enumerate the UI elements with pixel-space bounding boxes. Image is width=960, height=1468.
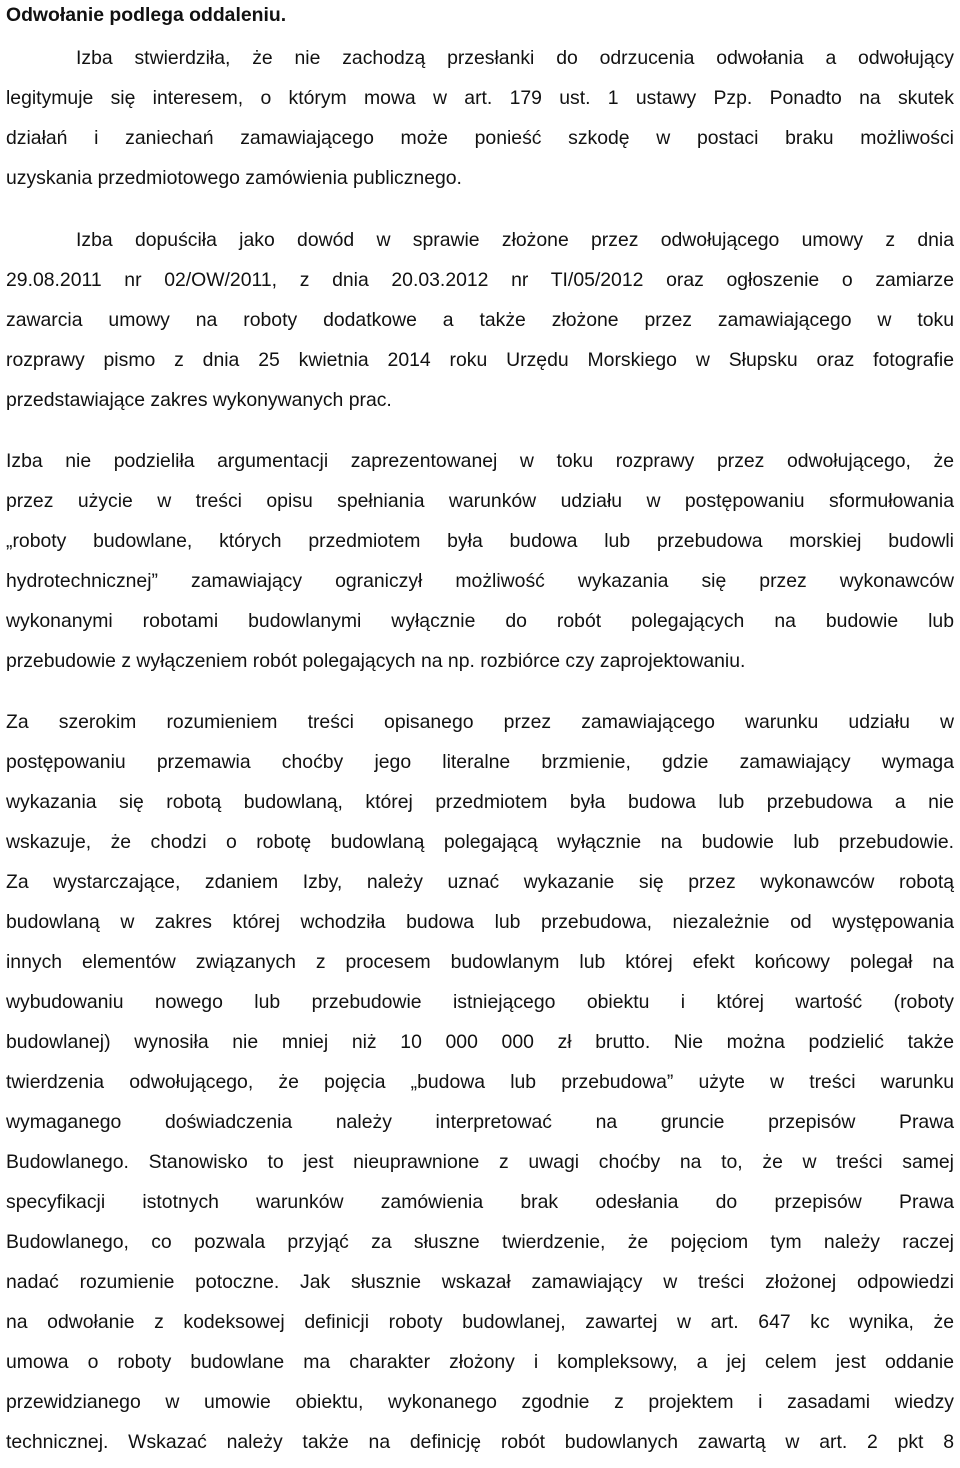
paragraph-line: specyfikacji istotnych warunków zamówienia brak odesłania do przepisów Prawa [6, 1191, 954, 1213]
paragraph-line: Budowlanego, co pozwala przyjąć za słuszne twierdzenie, że pojęciom tym należy raczej [6, 1231, 954, 1253]
paragraph-line: Za szerokim rozumieniem treści opisanego przez zamawiającego warunku udziału w [6, 711, 954, 733]
paragraph-line: budowlanej) wynosiła nie mniej niż 10 000 000 zł brutto. Nie można podzielić także [6, 1031, 954, 1053]
paragraph-line: wybudowaniu nowego lub przebudowie istniejącego obiektu i której wartość (roboty [6, 991, 954, 1013]
paragraph-line: Izba stwierdziła, że nie zachodzą przesłanki do odrzucenia odwołania a odwołujący [76, 47, 954, 69]
paragraph-line: innych elementów związanych z procesem budowlanym lub której efekt końcowy polegał na [6, 951, 954, 973]
paragraph-line: legitymuje się interesem, o którym mowa w art. 179 ust. 1 ustawy Pzp. Ponadto na skutek [6, 87, 954, 109]
paragraph-line: na odwołanie z kodeksowej definicji roboty budowlanej, zawartej w art. 647 kc wynika, że [6, 1311, 954, 1333]
paragraph-line: budowlaną w zakres której wchodziła budowa lub przebudowa, niezależnie od występowania [6, 911, 954, 933]
paragraph-line: przedstawiające zakres wykonywanych prac. [6, 389, 392, 411]
paragraph-line: działań i zaniechań zamawiającego może ponieść szkodę w postaci braku możliwości [6, 127, 954, 149]
paragraph-line: przebudowie z wyłączeniem robót polegających na np. rozbiórce czy zaprojektowaniu. [6, 650, 746, 672]
paragraph-line: przez użycie w treści opisu spełniania warunków udziału w postępowaniu sformułowania [6, 490, 954, 512]
paragraph-line: „roboty budowlane, których przedmiotem była budowa lub przebudowa morskiej budowli [6, 530, 954, 552]
paragraph-line: zawarcia umowy na roboty dodatkowe a także złożone przez zamawiającego w toku [6, 309, 954, 331]
paragraph-line: umowa o roboty budowlane ma charakter złożony i kompleksowy, a jej celem jest oddanie [6, 1351, 954, 1373]
paragraph-line: postępowaniu przemawia choćby jego literalne brzmienie, gdzie zamawiający wymaga [6, 751, 954, 773]
paragraph-line: uzyskania przedmiotowego zamówienia publicznego. [6, 167, 462, 189]
paragraph-line: Izba nie podzieliła argumentacji zaprezentowanej w toku rozprawy przez odwołującego, że [6, 450, 954, 472]
paragraph-line: Izba dopuściła jako dowód w sprawie złożone przez odwołującego umowy z dnia [76, 229, 954, 251]
paragraph-line: wymaganego doświadczenia należy interpretować na gruncie przepisów Prawa [6, 1111, 954, 1133]
paragraph-line: przewidzianego w umowie obiektu, wykonanego zgodnie z projektem i zasadami wiedzy [6, 1391, 954, 1413]
document-heading: Odwołanie podlega oddaleniu. [6, 4, 287, 26]
paragraph-line: 29.08.2011 nr 02/OW/2011, z dnia 20.03.2012 nr TI/05/2012 oraz ogłoszenie o zamiarze [6, 269, 954, 291]
paragraph-line: nadać rozumienie potoczne. Jak słusznie wskazał zamawiający w treści złożonej odpowiedzi [6, 1271, 954, 1293]
paragraph-line: technicznej. Wskazać należy także na definicję robót budowlanych zawartą w art. 2 pkt 8 [6, 1431, 954, 1453]
paragraph-line: Za wystarczające, zdaniem Izby, należy uznać wykazanie się przez wykonawców robotą [6, 871, 954, 893]
paragraph-line: wykazania się robotą budowlaną, której przedmiotem była budowa lub przebudowa a nie [6, 791, 954, 813]
paragraph-line: wykonanymi robotami budowlanymi wyłącznie do robót polegających na budowie lub [6, 610, 954, 632]
paragraph-line: hydrotechnicznej” zamawiający ograniczył możliwość wykazania się przez wykonawców [6, 570, 954, 592]
paragraph-line: Budowlanego. Stanowisko to jest nieuprawnione z uwagi choćby na to, że w treści samej [6, 1151, 954, 1173]
paragraph-line: wskazuje, że chodzi o robotę budowlaną polegającą wyłącznie na budowie lub przebudowie. [6, 831, 954, 853]
paragraph-line: twierdzenia odwołującego, że pojęcia „budowa lub przebudowa” użyte w treści warunku [6, 1071, 954, 1093]
paragraph-line: rozprawy pismo z dnia 25 kwietnia 2014 roku Urzędu Morskiego w Słupsku oraz fotografie [6, 349, 954, 371]
